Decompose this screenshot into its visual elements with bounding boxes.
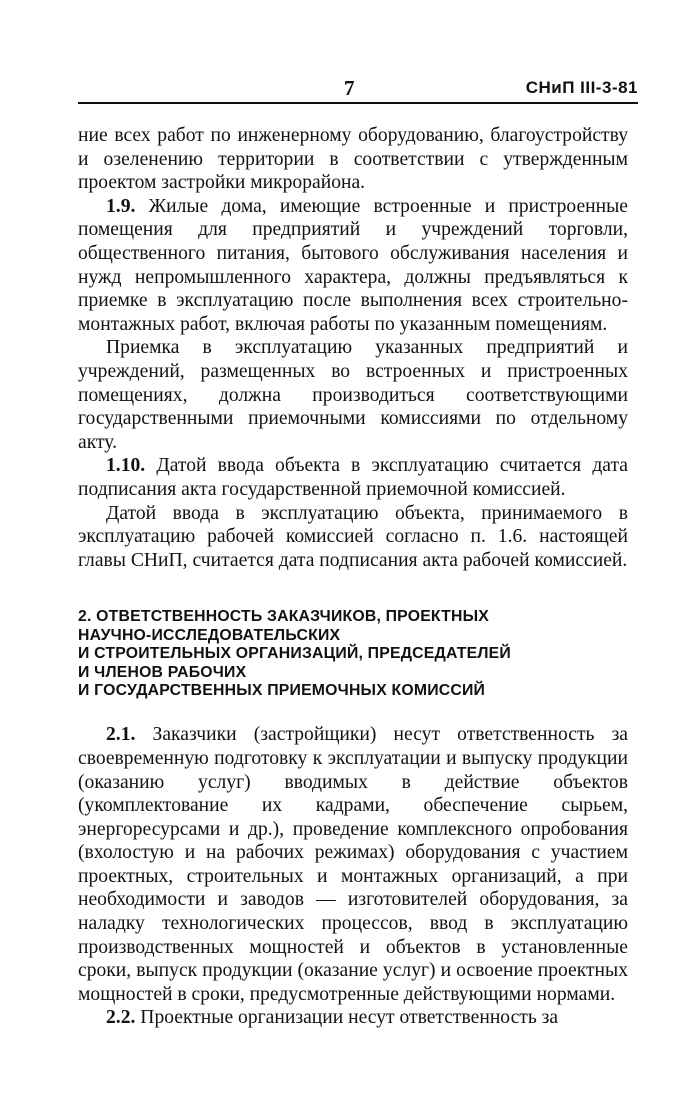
- paragraph-commission-date: [78, 502, 628, 573]
- clause-number: 2.1.: [106, 724, 136, 746]
- section-2-title: [78, 608, 628, 700]
- paragraph-1-9: [78, 195, 628, 337]
- paragraph-continuation: [78, 124, 628, 195]
- clause-number: 1.9.: [106, 195, 136, 217]
- paragraph-text: Жилые дома, имеющие встроенные и пристроенные помещения для предприятий и учреждений торговли, общественного питания, бытового обслуживания населения и нужд непромышленного характера, должны предъявляться к приемке в эксплуатацию после выполнения всех строительно-монтажных работ, включая работы по указанным помещениям.: [78, 195, 628, 335]
- paragraph-text: Проектные организации несут ответственность за: [140, 1007, 559, 1029]
- section-title-line: И СТРОИТЕЛЬНЫХ ОРГАНИЗАЦИЙ, ПРЕДСЕДАТЕЛЕЙ: [78, 645, 511, 663]
- document-code: СНиП III-3-81: [525, 78, 638, 97]
- paragraph-text: Датой ввода объекта в эксплуатацию считается дата подписания акта государственной приемочной комиссией.: [78, 455, 628, 500]
- page-body: [78, 124, 628, 1030]
- page-header: [78, 76, 638, 100]
- clause-number: 2.2.: [106, 1007, 136, 1029]
- paragraph-acceptance: [78, 336, 628, 454]
- paragraph-text: ние всех работ по инженерному оборудованию, благоустройству и озеленению территории в соответствии с утвержденным проектом застройки микрорайона.: [78, 125, 628, 194]
- header-rule: [78, 102, 638, 104]
- section-title-line: И ЧЛЕНОВ РАБОЧИХ: [78, 663, 247, 681]
- section-title-line: И ГОСУДАРСТВЕННЫХ ПРИЕМОЧНЫХ КОМИССИЙ: [78, 681, 486, 699]
- page-number: 7: [344, 76, 355, 100]
- paragraph-text: Датой ввода в эксплуатацию объекта, принимаемого в эксплуатацию рабочей комиссией согласно п. 1.6. настоящей главы СНиП, считается дата подписания акта рабочей комиссией.: [78, 502, 628, 571]
- section-title-line: НАУЧНО-ИССЛЕДОВАТЕЛЬСКИХ: [78, 626, 341, 644]
- paragraph-2-1: [78, 723, 628, 1006]
- clause-number: 1.10.: [106, 455, 146, 477]
- paragraph-text: Заказчики (застройщики) несут ответственность за своевременную подготовку к эксплуатации и выпуску продукции (оказанию услуг) вводимых в действие объектов (укомплектование их кадрами, обеспечение сырьем, энергоресурсами и др.), проведение комплексного опробования (вхолостую и на рабочих режимах) оборудования с участием проектных, строительных и монтажных организаций, а при необходимости и заводов — изготовителей оборудования, за наладку технологических процессов, ввод в эксплуатацию производственных мощностей и объектов в установленные сроки, выпуск продукции (оказание услуг) и освоение проектных мощностей в сроки, предусмотренные действующими нормами.: [78, 724, 629, 1005]
- paragraph-2-2: [78, 1006, 628, 1030]
- paragraph-text: Приемка в эксплуатацию указанных предприятий и учреждений, размещенных во встроенных и пристроенных помещениях, должна производиться соответствующими государственными приемочными комиссиями по отдельному акту.: [78, 337, 628, 453]
- paragraph-1-10: [78, 454, 628, 501]
- section-title-line: 2. ОТВЕТСТВЕННОСТЬ ЗАКАЗЧИКОВ, ПРОЕКТНЫХ: [78, 608, 490, 626]
